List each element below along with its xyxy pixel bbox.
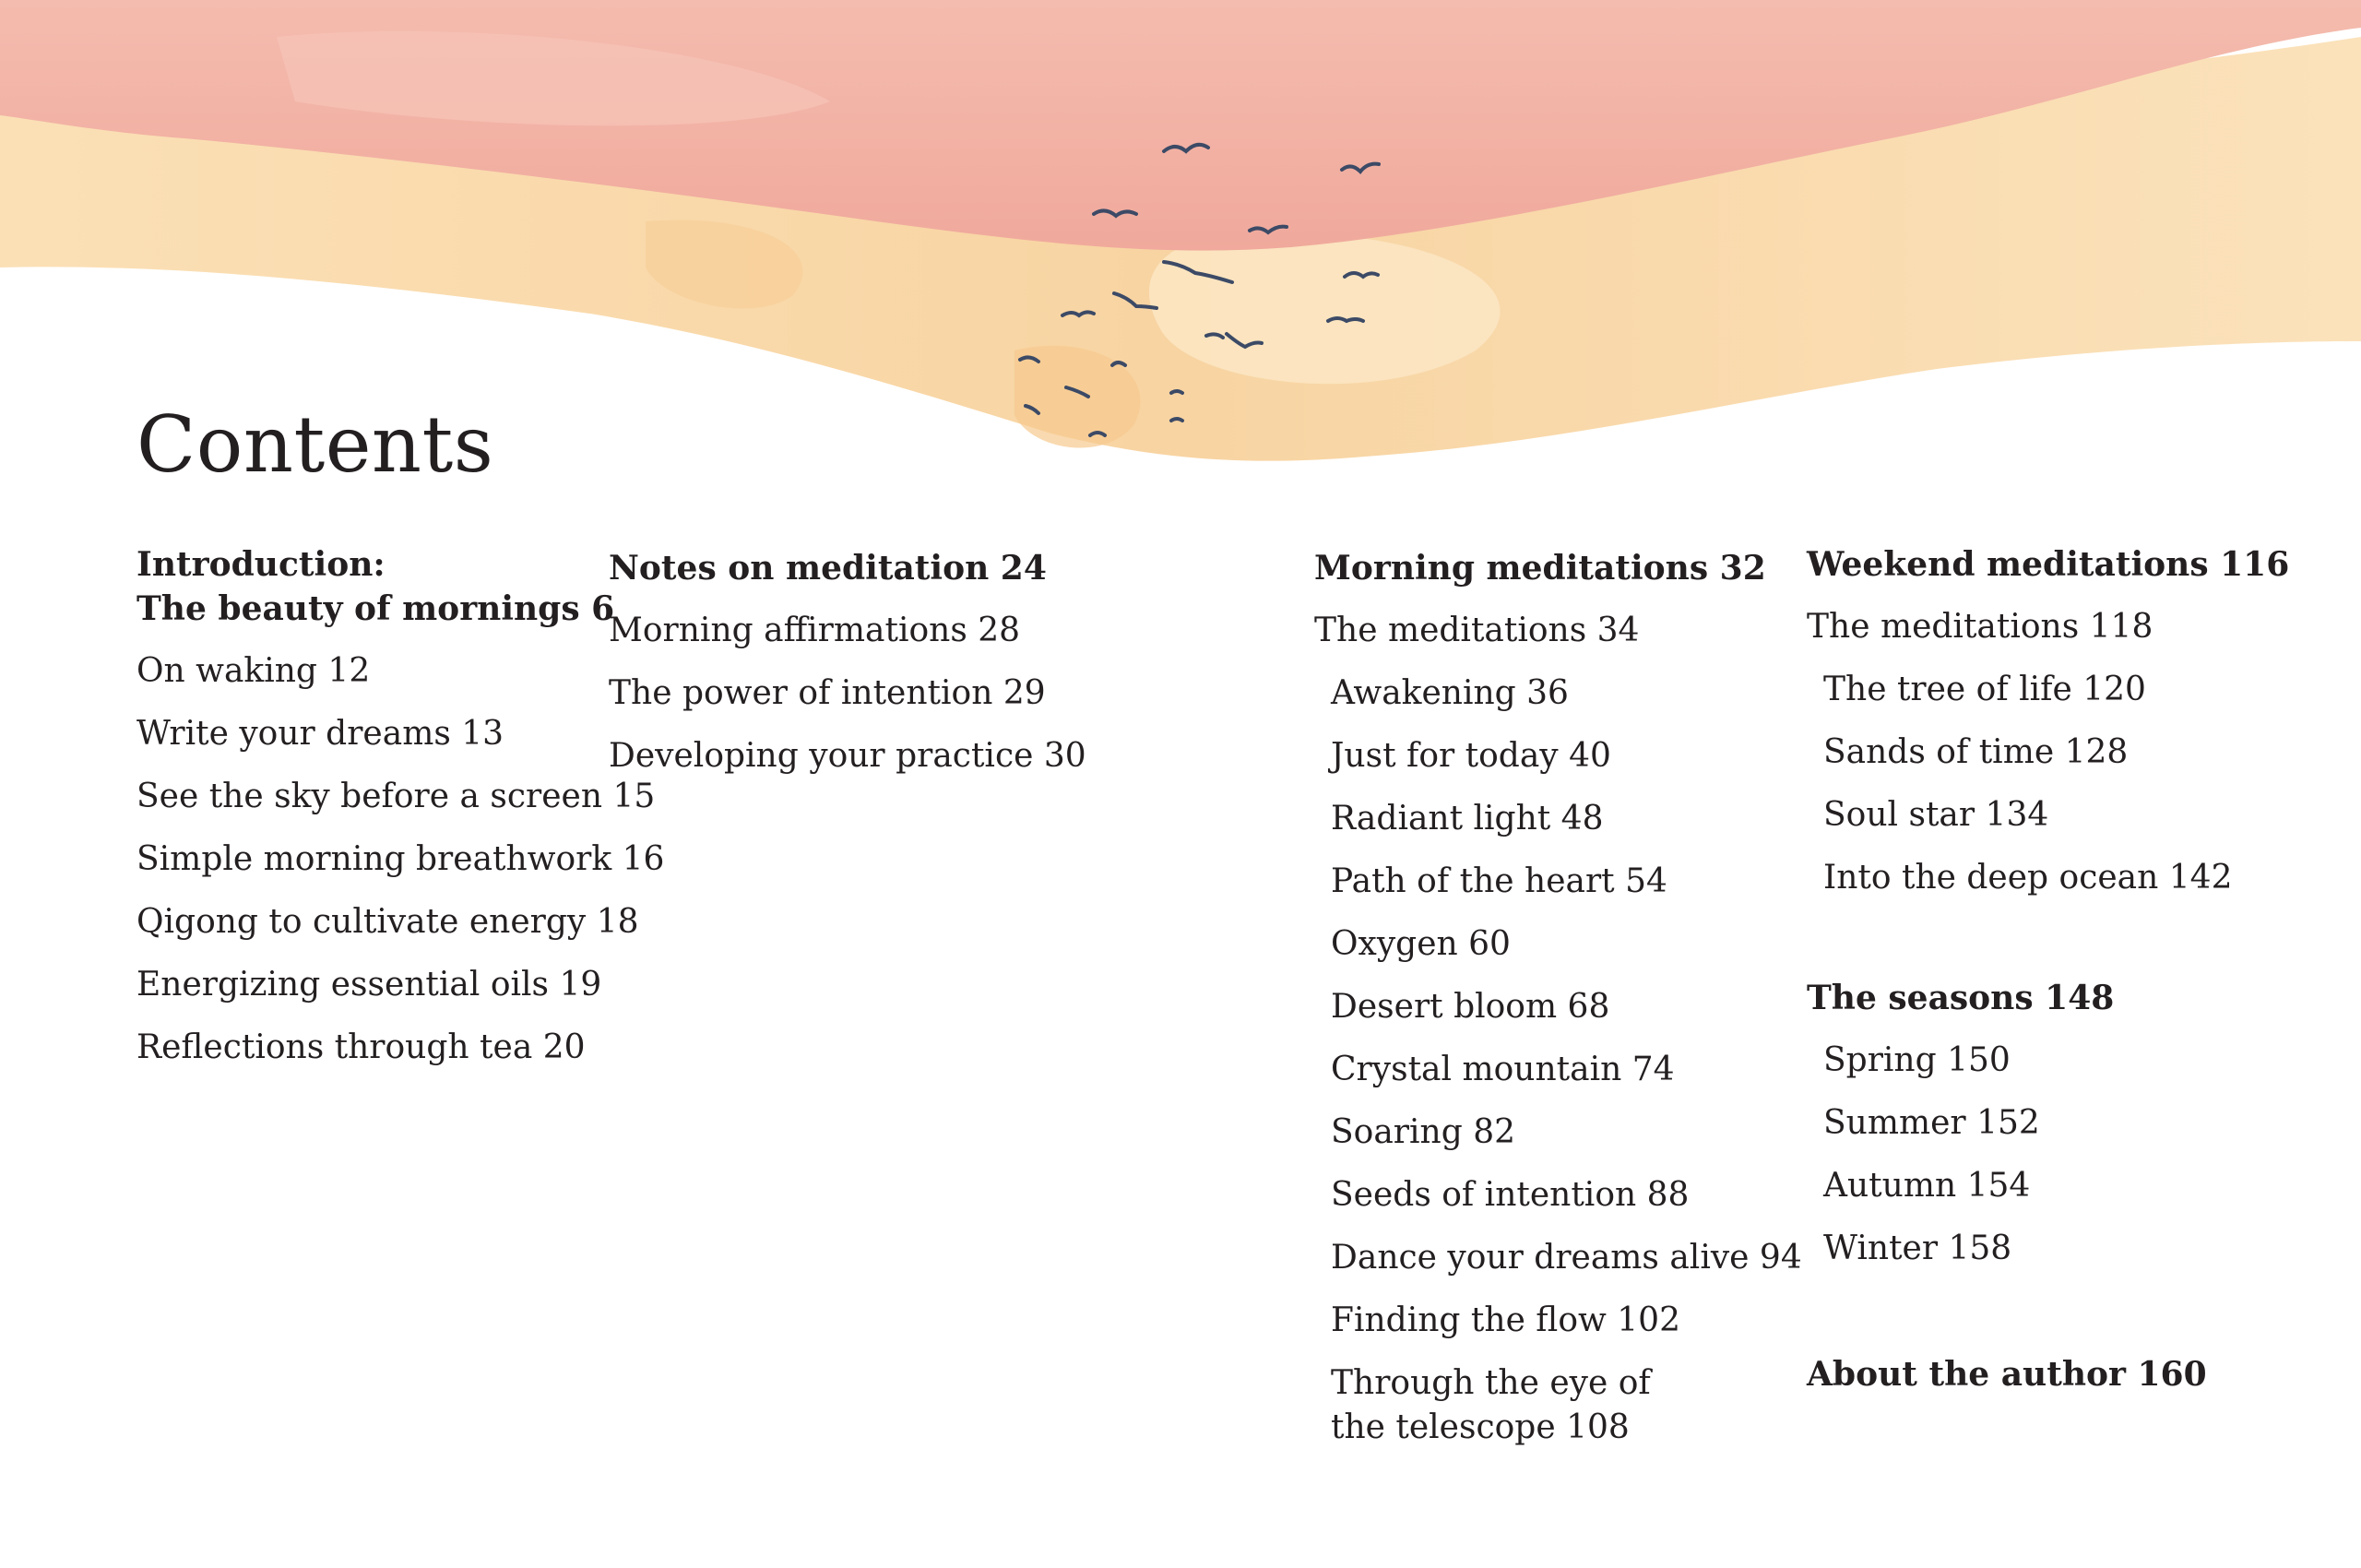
toc-subentry: Finding the flow 102	[1331, 1301, 1680, 1339]
toc-entry: The meditations 34	[1314, 612, 1640, 649]
toc-subentry: Awakening 36	[1331, 674, 1569, 712]
toc-subentry: Seeds of intention 88	[1331, 1176, 1690, 1214]
toc-subentry: Through the eye of the telescope 108	[1331, 1364, 1651, 1446]
toc-subentry: Into the deep ocean 142	[1823, 859, 2233, 897]
toc-subentry: Summer 152	[1823, 1104, 2040, 1142]
toc-subentry: Path of the heart 54	[1331, 862, 1667, 900]
toc-entry: On waking 12	[136, 652, 371, 690]
contents-column-1	[136, 542, 665, 1088]
toc-subentry: Sands of time 128	[1823, 733, 2129, 771]
toc-entry: The power of intention 29	[609, 674, 1046, 712]
page-title: Contents	[136, 399, 494, 490]
toc-entry-heading: The seasons 148	[1807, 979, 2115, 1017]
toc-entry: Write your dreams 13	[136, 715, 504, 753]
contents-column-2	[609, 546, 1180, 797]
toc-subentry: Dance your dreams alive 94	[1331, 1239, 1802, 1277]
toc-entry-heading: Introduction:	[136, 545, 386, 584]
toc-entry: Reflections through tea 20	[136, 1028, 586, 1066]
toc-subentry: Soul star 134	[1823, 796, 2049, 834]
toc-subentry: Radiant light 48	[1331, 800, 1604, 837]
toc-entry-heading: Weekend meditations 116	[1807, 545, 2290, 584]
toc-subentry: Spring 150	[1823, 1041, 2011, 1079]
toc-entry-heading: Notes on meditation 24	[609, 549, 1047, 588]
toc-entry: The meditations 118	[1807, 608, 2153, 646]
toc-subentry: The tree of life 120	[1823, 671, 2146, 708]
toc-entry-heading: About the author 160	[1807, 1355, 2207, 1394]
toc-subentry: Just for today 40	[1331, 737, 1611, 775]
toc-entry-heading: The beauty of mornings 6	[136, 589, 615, 628]
toc-subentry: Autumn 154	[1823, 1167, 2031, 1205]
toc-subentry: Crystal mountain 74	[1331, 1051, 1675, 1088]
section-spacer	[1807, 1289, 2323, 1352]
toc-subentry: Desert bloom 68	[1331, 988, 1610, 1026]
contents-column-4	[1807, 542, 2323, 1415]
toc-entry: Qigong to cultivate energy 18	[136, 903, 639, 941]
toc-entry: Developing your practice 30	[609, 737, 1086, 775]
toc-subentry: Oxygen 60	[1331, 925, 1511, 963]
toc-entry: See the sky before a screen 15	[136, 778, 656, 815]
toc-subentry: Soaring 82	[1331, 1113, 1516, 1151]
toc-entry: Morning affirmations 28	[609, 612, 1021, 649]
toc-subentry: Winter 158	[1823, 1229, 2012, 1267]
toc-entry: Energizing essential oils 19	[136, 966, 602, 1004]
contents-column-3	[1314, 546, 1802, 1468]
toc-entry-heading: Morning meditations 32	[1314, 549, 1766, 588]
section-spacer	[1807, 919, 2323, 976]
toc-entry: Simple morning breathwork 16	[136, 840, 665, 878]
